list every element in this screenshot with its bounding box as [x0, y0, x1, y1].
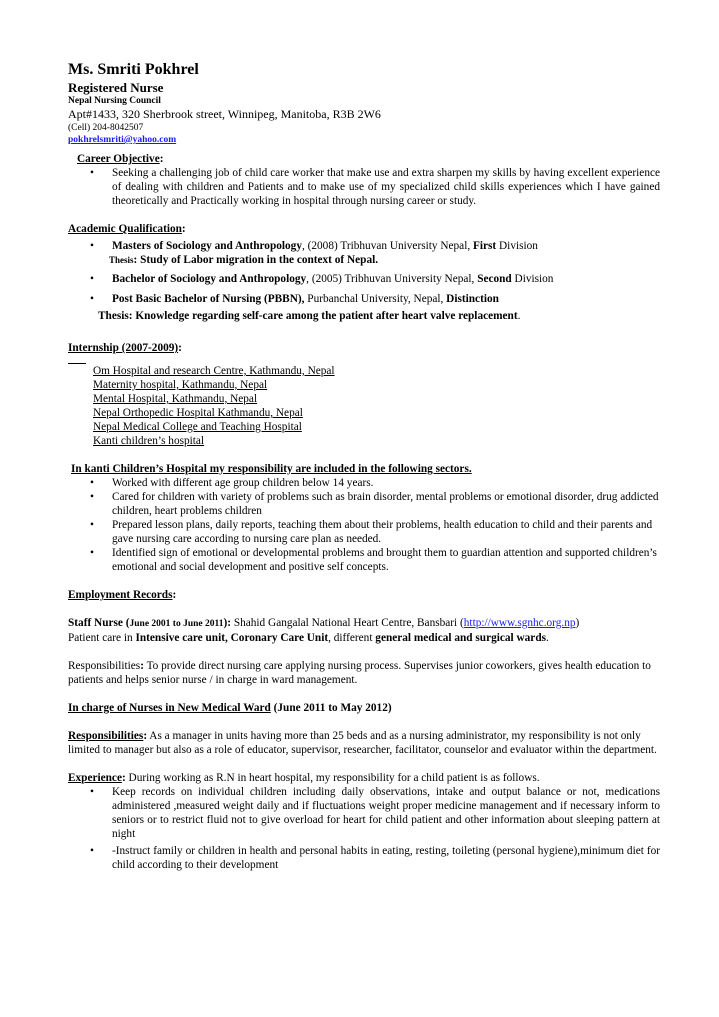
thesis-pbbn-end: . — [517, 310, 521, 322]
academic-colon: : — [181, 223, 186, 235]
thesis-masters-text: : Study of Labor migration in the context of Nepal. — [133, 254, 379, 266]
thesis-label: Thesis — [109, 255, 134, 265]
internship-label: Internship (2007-2009) — [68, 342, 179, 354]
kanti-heading: In kanti Children’s Hospital my responsibility are included in the following sectors. — [71, 463, 472, 475]
internship-place: Nepal Orthopedic Hospital Kathmandu, Nepal — [93, 407, 303, 419]
academic-label: Academic Qualification — [68, 223, 182, 235]
experience-list — [68, 785, 660, 872]
bachelor-division-suffix: Division — [511, 273, 554, 285]
internship-list — [68, 364, 660, 448]
applicant-name: Ms. Smriti Pokhrel — [68, 61, 199, 78]
pbbn-detail: Purbanchal University, Nepal, — [304, 293, 447, 305]
email-link[interactable]: pokhrelsmriti@yahoo.com — [68, 135, 177, 145]
resume-page — [68, 60, 660, 872]
care-mid: , different — [328, 632, 376, 644]
employment-heading — [68, 588, 660, 602]
staff-nurse-dates: June 2001 to June 2011 — [129, 619, 224, 629]
internship-place: Kanti children’s hospital — [93, 435, 205, 447]
bachelor-detail: , (2005) Tribhuvan University Nepal, — [306, 273, 478, 285]
staff-responsibilities — [68, 659, 660, 687]
academic-list — [68, 239, 660, 253]
pbbn-distinction: Distinction — [446, 293, 499, 305]
career-objective-heading — [68, 152, 660, 166]
applicant-title: Registered Nurse — [68, 80, 164, 95]
responsibilities-colon: : — [140, 660, 144, 672]
incharge-resp-label: Responsibilities — [68, 730, 144, 742]
kanti-item: • Cared for children with variety of problems such as brain disorder, mental problems or emotional disorder, drug addicted children, heart problems children — [68, 490, 660, 518]
academic-list-3 — [68, 292, 660, 306]
employment-colon: : — [172, 589, 177, 601]
incharge-dates: (June 2011 to May 2012) — [270, 702, 392, 714]
academic-heading — [68, 222, 660, 236]
incharge-label: In charge of Nurses in New Medical Ward — [68, 702, 271, 714]
patient-care-line — [68, 631, 660, 645]
masters-degree: Masters of Sociology and Anthropology — [112, 240, 302, 252]
career-objective-list — [68, 166, 660, 208]
thesis-pbbn-text: Thesis: Knowledge regarding self-care among the patient after heart valve replacement — [98, 310, 518, 322]
academic-list-2 — [68, 272, 660, 286]
care-end: . — [546, 632, 549, 644]
career-objective-text: • Seeking a challenging job of child care worker that make use and extra sharpen my skills by having excellent experience of dealing with children and Patients and to make use of my specialized child skills experiences which I have gained theoretically and Practically working in hospital through nursing career or study. — [68, 166, 660, 208]
experience-item: • -Instruct family or children in health and personal habits in eating, resting, toileting (personal hygiene),minimum diet for child according to their development — [68, 844, 660, 872]
patient-care-prefix: Patient care in — [68, 632, 136, 644]
experience-item: • Keep records on individual children including daily observations, intake and output balance or not, medications administered ,measured weight daily and if fluctuations weight proper medicine management and if necessary inform to seniors or to restrict fluid not to give overload for heart for child patient and other information about sleeping pattern at night — [68, 785, 660, 841]
kanti-item: • Identified sign of emotional or developmental problems and brought them to guardian attention and supported children’s emotional and social development and positive self concepts. — [68, 546, 660, 574]
responsibilities-text: To provide direct nursing care applying nursing process. Supervises junior coworkers, gives health education to patients and helps senior nurse / in charge in ward management. — [68, 660, 651, 686]
academic-item-bachelor — [68, 272, 660, 286]
bachelor-division: Second — [477, 273, 512, 285]
career-colon: : — [159, 153, 164, 165]
masters-division-suffix: Division — [496, 240, 538, 252]
masters-division: First — [472, 240, 497, 252]
pbbn-degree: Post Basic Bachelor of Nursing (PBBN), — [112, 293, 305, 305]
phone: (Cell) 204-8042507 — [68, 123, 144, 133]
employment-label: Employment Records — [68, 589, 173, 601]
underline-divider — [68, 355, 86, 364]
incharge-resp-colon: : — [143, 730, 148, 742]
internship-place: Nepal Medical College and Teaching Hospital — [93, 421, 302, 433]
internship-place: Om Hospital and research Centre, Kathmandu, Nepal — [93, 365, 335, 377]
staff-nurse-place: Shahid Gangalal National Heart Centre, Bansbari ( — [231, 617, 464, 629]
internship-place: Mental Hospital, Kathmandu, Nepal — [93, 393, 258, 405]
staff-nurse-line — [68, 616, 660, 631]
responsibilities-label: Responsibilities — [68, 660, 141, 672]
kanti-item: • Worked with different age group children below 14 years. — [68, 476, 660, 490]
address: Apt#1433, 320 Sherbrook street, Winnipeg, Manitoba, R3B 2W6 — [68, 107, 381, 121]
staff-nurse-close: ): — [223, 617, 231, 629]
thesis-pbbn — [68, 309, 660, 323]
thesis-masters — [68, 253, 660, 267]
incharge-responsibilities — [68, 729, 660, 757]
care-units: Intensive care unit, Coronary Care Unit — [135, 632, 329, 644]
experience-text: During working as R.N in heart hospital, my responsibility for a child patient is as follows. — [125, 772, 540, 784]
experience-colon: : — [121, 772, 126, 784]
kanti-item: • Prepared lesson plans, daily reports, teaching them about their problems, health education to child and their parents and gave nursing care according to nursing care plan as needed. — [68, 518, 660, 546]
kanti-list — [68, 476, 660, 574]
internship-heading — [68, 341, 660, 355]
nursing-council: Nepal Nursing Council — [68, 96, 161, 106]
career-objective-label: Career Objective — [77, 153, 160, 165]
experience-line — [68, 771, 660, 785]
care-wards: general medical and surgical wards — [375, 632, 546, 644]
hospital-website-link[interactable]: http://www.sgnhc.org.np — [463, 617, 576, 629]
bachelor-degree: Bachelor of Sociology and Anthropology — [112, 273, 307, 285]
staff-nurse-label: Staff Nurse ( — [68, 617, 130, 629]
internship-colon: : — [178, 342, 182, 354]
staff-nurse-paren: ) — [575, 617, 580, 629]
academic-item-pbbn — [68, 292, 660, 306]
internship-place: Maternity hospital, Kathmandu, Nepal — [93, 379, 268, 391]
incharge-resp-text: As a manager in units having more than 25 beds and as a nursing administrator, my responsibility is not only limited to manager but also as a role of educator, supervisor, researcher, facilitator, counselor and evaluator within the department. — [68, 730, 657, 756]
incharge-heading — [68, 701, 660, 715]
experience-label: Experience — [68, 772, 122, 784]
masters-detail: , (2008) Tribhuvan University Nepal, — [301, 240, 473, 252]
academic-item-masters — [68, 239, 660, 253]
